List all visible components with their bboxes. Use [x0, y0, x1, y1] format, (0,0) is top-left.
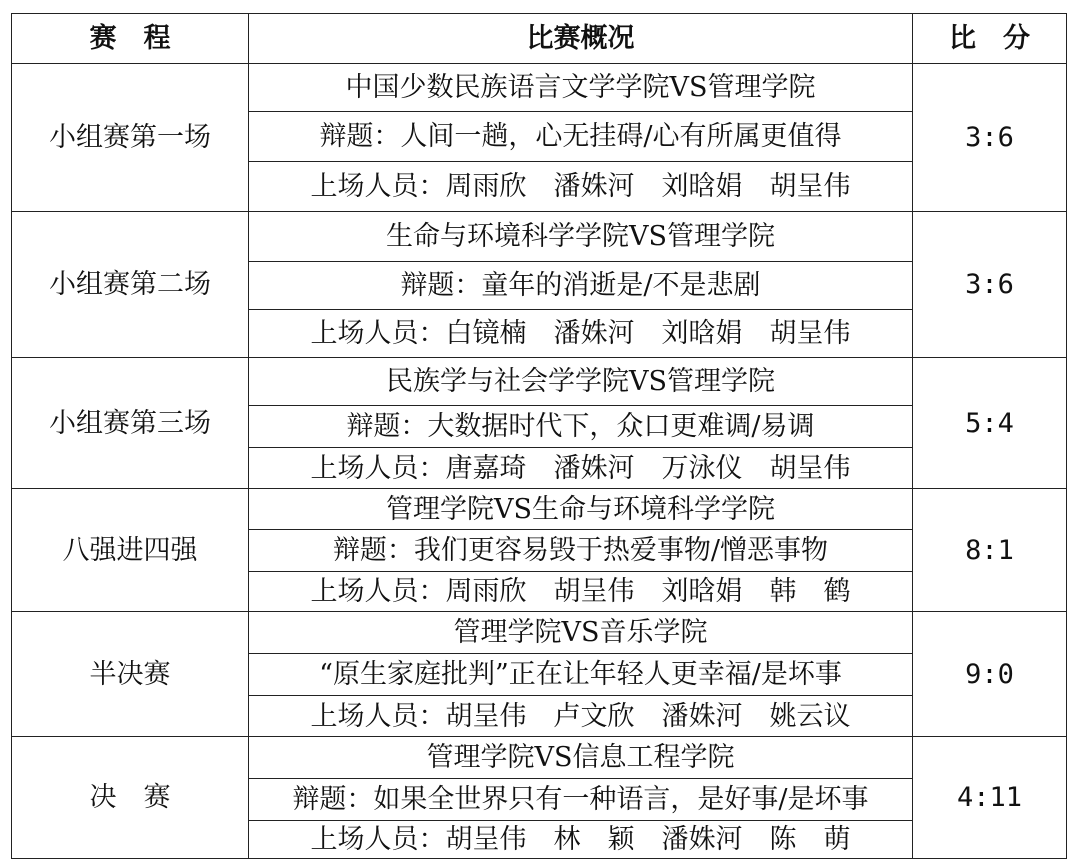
match-matchup: 管理学院VS生命与环境科学学院 — [249, 489, 913, 530]
match-topic: 辩题：大数据时代下，众口更难调/易调 — [249, 406, 913, 448]
match-score: 5:4 — [913, 358, 1067, 489]
match-matchup: 管理学院VS信息工程学院 — [249, 737, 913, 779]
match-score: 4:11 — [913, 737, 1067, 859]
match-stage: 小组赛第二场 — [12, 212, 249, 358]
match-score: 9:0 — [913, 612, 1067, 737]
match-stage: 半决赛 — [12, 612, 249, 737]
match-topic: 辩题：童年的消逝是/不是悲剧 — [249, 262, 913, 310]
match-players: 上场人员：唐嘉琦 潘姝河 万泳仪 胡呈伟 — [249, 448, 913, 489]
match-stage: 小组赛第三场 — [12, 358, 249, 489]
match-stage: 决 赛 — [12, 737, 249, 859]
match-players: 上场人员：胡呈伟 卢文欣 潘姝河 姚云议 — [249, 696, 913, 737]
table-row — [12, 737, 1067, 779]
header-score: 比 分 — [913, 14, 1067, 64]
match-matchup: 生命与环境科学学院VS管理学院 — [249, 212, 913, 262]
match-players: 上场人员：胡呈伟 林 颖 潘姝河 陈 萌 — [249, 821, 913, 859]
header-stage: 赛 程 — [12, 14, 249, 64]
match-matchup: 管理学院VS音乐学院 — [249, 612, 913, 654]
table-row — [12, 612, 1067, 654]
table-row — [12, 489, 1067, 530]
match-score: 8:1 — [913, 489, 1067, 612]
debate-schedule-table — [11, 13, 1067, 859]
match-score: 3:6 — [913, 64, 1067, 212]
match-players: 上场人员：周雨欣 胡呈伟 刘晗娟 韩 鹤 — [249, 572, 913, 612]
table-row — [12, 212, 1067, 262]
header-row — [12, 14, 1067, 64]
header-overview: 比赛概况 — [249, 14, 913, 64]
match-matchup: 中国少数民族语言文学学院VS管理学院 — [249, 64, 913, 112]
match-matchup: 民族学与社会学学院VS管理学院 — [249, 358, 913, 406]
match-players: 上场人员：白镜楠 潘姝河 刘晗娟 胡呈伟 — [249, 310, 913, 358]
match-stage: 小组赛第一场 — [12, 64, 249, 212]
table-row — [12, 358, 1067, 406]
match-players: 上场人员：周雨欣 潘姝河 刘晗娟 胡呈伟 — [249, 162, 913, 212]
match-topic: 辩题：如果全世界只有一种语言，是好事/是坏事 — [249, 779, 913, 821]
match-topic: 辩题：人间一趟，心无挂碍/心有所属更值得 — [249, 112, 913, 162]
match-score: 3:6 — [913, 212, 1067, 358]
match-topic: “原生家庭批判”正在让年轻人更幸福/是坏事 — [249, 654, 913, 696]
table-row — [12, 64, 1067, 112]
match-topic: 辩题：我们更容易毁于热爱事物/憎恶事物 — [249, 530, 913, 572]
match-stage: 八强进四强 — [12, 489, 249, 612]
